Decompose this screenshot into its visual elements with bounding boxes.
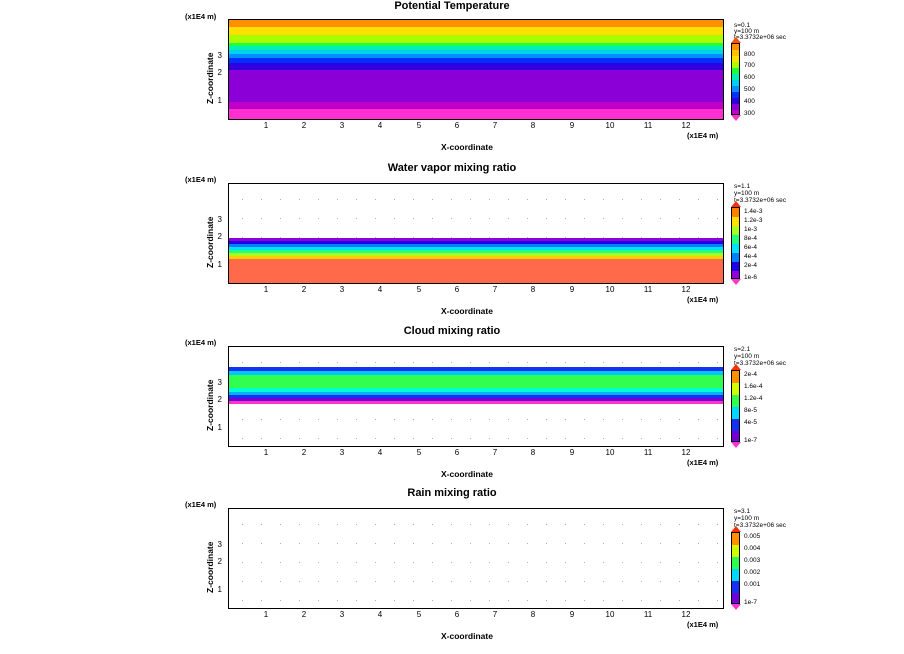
colorbar [731,532,740,604]
x-tick: 6 [454,448,460,457]
x-tick: 12 [681,610,691,619]
x-tick: 8 [530,610,536,619]
colorbar-tick: 1.2e-3 [744,217,763,224]
y-tick: 1 [217,423,222,432]
x-tick: 6 [454,610,460,619]
colorbar-tick: 600 [744,74,755,81]
contour-band [229,109,723,120]
x-tick: 5 [416,121,422,130]
annotation-s: s=0.1 [734,22,751,29]
x-tick: 8 [530,448,536,457]
x-tick: 10 [605,285,615,294]
x-tick: 9 [569,610,575,619]
y-unit-label: (x1E4 m) [185,338,217,347]
colorbar [731,370,740,442]
x-tick: 12 [681,448,691,457]
x-axis-label: X-coordinate [441,306,493,316]
panel-title: Rain mixing ratio [407,487,497,499]
x-tick: 2 [301,285,307,294]
x-tick: 9 [569,121,575,130]
annotation-y: y=100 m [734,190,760,197]
colorbar-tick: 2e-4 [744,262,758,269]
plot-area [228,19,724,120]
colorbar-tick: 0.002 [744,569,761,576]
panel-rain-mixing-ratio [0,487,904,654]
x-unit-label: (x1E4 m) [687,620,719,629]
y-tick: 3 [217,215,222,224]
annotation-s: s=3.1 [734,508,751,515]
x-tick: 2 [301,121,307,130]
y-tick: 3 [217,378,222,387]
y-tick: 2 [217,557,222,566]
x-tick: 4 [377,285,383,294]
annotation-s: s=2.1 [734,346,751,353]
panel-title: Potential Temperature [394,0,510,12]
colorbar-tick: 500 [744,86,755,93]
panel-water-vapor-mixing-ratio [0,162,904,324]
x-axis-label: X-coordinate [441,469,493,479]
x-tick: 11 [643,121,653,130]
x-tick: 4 [377,121,383,130]
plot-area [228,183,724,284]
plot-area [228,508,724,609]
contour-perturbation [514,257,594,259]
y-tick: 1 [217,585,222,594]
annotation-y: y=100 m [734,353,760,360]
annotation-t: t=3.3732e+06 sec [734,522,787,529]
panel-potential-temperature [0,0,904,160]
colorbar-tick: 1.2e-4 [744,395,763,402]
colorbar [731,207,740,279]
contour-band [229,401,723,404]
x-tick: 9 [569,285,575,294]
x-tick: 3 [339,610,345,619]
x-axis-label: X-coordinate [441,631,493,641]
colorbar-tick: 400 [744,98,755,105]
annotation-t: t=3.3732e+06 sec [734,34,787,41]
colorbar-tick: 1e-6 [744,274,758,281]
contour-band [229,259,723,284]
colorbar-tick: 1.4e-3 [744,208,763,215]
y-tick: 3 [217,51,222,60]
x-tick: 11 [643,285,653,294]
colorbar-extend-down-icon [731,115,741,121]
x-unit-label: (x1E4 m) [687,458,719,467]
x-tick: 5 [416,285,422,294]
annotation-s: s=1.1 [734,183,751,190]
x-tick: 4 [377,610,383,619]
y-tick: 2 [217,232,222,241]
colorbar-tick: 1e-3 [744,226,758,233]
colorbar-tick: 8e-4 [744,235,758,242]
x-tick: 3 [339,448,345,457]
x-tick: 10 [605,121,615,130]
colorbar-tick: 300 [744,110,755,117]
contour-band [229,102,723,109]
x-tick: 10 [605,448,615,457]
colorbar-tick: 4e-4 [744,253,758,260]
y-tick: 1 [217,96,222,105]
x-tick: 6 [454,285,460,294]
colorbar-tick: 1e-7 [744,437,758,444]
x-tick: 6 [454,121,460,130]
y-axis-label: Z-coordinate [205,379,215,431]
x-tick: 1 [263,448,269,457]
y-tick: 2 [217,68,222,77]
contour-band [229,20,723,27]
x-tick: 10 [605,610,615,619]
panel-title: Cloud mixing ratio [403,325,501,337]
colorbar-extend-down-icon [731,279,741,285]
colorbar-tick: 4e-5 [744,419,758,426]
y-axis-label: Z-coordinate [205,541,215,593]
colorbar-tick: 0.003 [744,557,761,564]
contour-band [229,35,723,43]
x-tick: 9 [569,448,575,457]
colorbar-tick: 800 [744,51,755,58]
annotation-y: y=100 m [734,515,760,522]
x-tick: 12 [681,285,691,294]
x-tick: 3 [339,285,345,294]
y-unit-label: (x1E4 m) [185,175,217,184]
colorbar-tick: 0.005 [744,533,761,540]
x-tick: 1 [263,285,269,294]
colorbar-tick: 0.004 [744,545,761,552]
colorbar-tick: 6e-4 [744,244,758,251]
annotation-t: t=3.3732e+06 sec [734,197,787,204]
x-tick: 7 [492,610,498,619]
x-tick: 12 [681,121,691,130]
y-tick: 2 [217,395,222,404]
x-tick: 7 [492,285,498,294]
colorbar-tick: 700 [744,62,755,69]
x-tick: 7 [492,121,498,130]
colorbar-tick: 1e-7 [744,599,758,606]
x-tick: 8 [530,121,536,130]
x-tick: 5 [416,448,422,457]
x-tick: 3 [339,121,345,130]
plot-area [228,346,724,447]
y-unit-label: (x1E4 m) [185,12,217,21]
x-tick: 8 [530,285,536,294]
x-tick: 4 [377,448,383,457]
colorbar-tick: 8e-5 [744,407,758,414]
x-unit-label: (x1E4 m) [687,131,719,140]
y-unit-label: (x1E4 m) [185,500,217,509]
x-tick: 1 [263,121,269,130]
colorbar-tick: 0.001 [744,581,761,588]
y-tick: 1 [217,260,222,269]
x-tick: 2 [301,448,307,457]
x-tick: 11 [643,610,653,619]
panel-cloud-mixing-ratio [0,325,904,487]
colorbar-tick: 1.6e-4 [744,383,763,390]
contour-band [229,27,723,35]
contour-band [229,375,723,388]
x-tick: 11 [643,448,653,457]
colorbar-extend-down-icon [731,604,741,610]
x-tick: 5 [416,610,422,619]
contour-band [229,70,723,102]
x-tick: 2 [301,610,307,619]
colorbar [731,43,740,115]
panel-title: Water vapor mixing ratio [387,162,517,174]
x-unit-label: (x1E4 m) [687,295,719,304]
x-tick: 7 [492,448,498,457]
colorbar-extend-down-icon [731,442,741,448]
contour-band [229,63,723,70]
y-tick: 3 [217,540,222,549]
y-axis-label: Z-coordinate [205,52,215,104]
y-axis-label: Z-coordinate [205,216,215,268]
annotation-y: y=100 m [734,28,760,35]
grid-dots [229,509,723,608]
x-tick: 1 [263,610,269,619]
x-axis-label: X-coordinate [441,142,493,152]
annotation-t: t=3.3732e+06 sec [734,360,787,367]
colorbar-tick: 2e-4 [744,371,758,378]
